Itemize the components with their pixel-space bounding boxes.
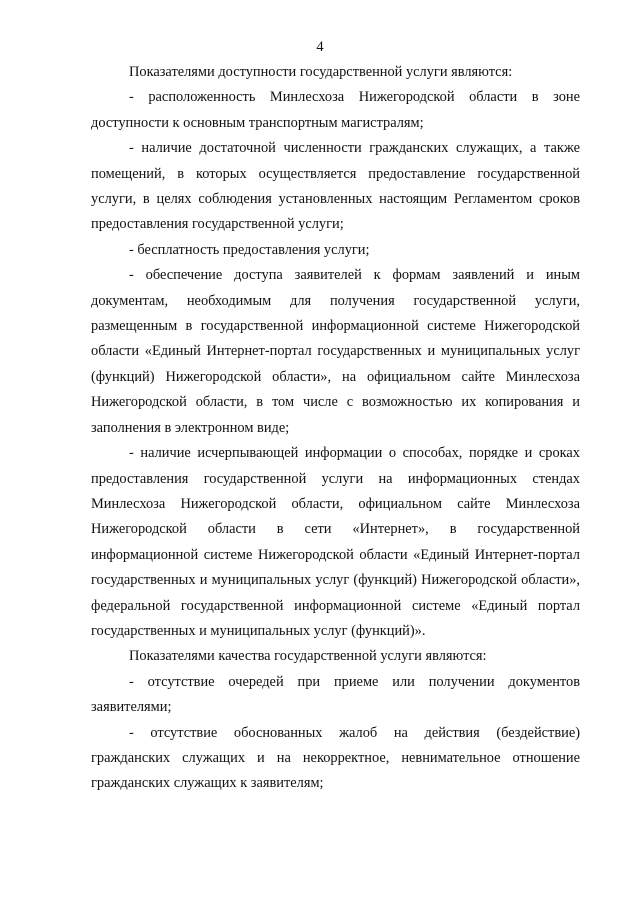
paragraph-free-of-charge: - бесплатность предоставления услуги; xyxy=(129,241,370,258)
paragraph-forms-access: - обеспечение доступа заявителей к формам заявлений и иным документам, необходимым для получения государственной услуги, размещенным в государственной информационной системе Нижегородской области «Единый Интернет-портал государственных и муниципальных услуг (функций) Нижегородской области», на официальном сайте Минлесхоза Нижегородской области, в том числе с возможностью их копирования и заполнения в электронном виде; xyxy=(91,267,580,436)
paragraph-information-availability: - наличие исчерпывающей информации о способах, порядке и сроках предоставления государственной услуги на информационных стендах Минлесхоза Нижегородской области, официальном сайте Минлесхоза Нижегородской области в сети «Интернет», в государственной информационной системе Нижегородской области «Единый Интернет-портал государственных и муниципальных услуг (функций) Нижегородской области», федеральной государственной информационной системе «Единый портал государственных и муниципальных услуг (функций)». xyxy=(91,445,580,639)
paragraph-staff-premises: - наличие достаточной численности гражданских служащих, а также помещений, в которых осуществляется предоставление государственной услуги, в целях соблюдения установленных настоящим Регламентом сроков предоставления государственной услуги; xyxy=(91,140,580,233)
page-number: 4 xyxy=(316,39,324,55)
paragraph-accessibility-heading: Показателями доступности государственной услуги являются: xyxy=(129,64,513,80)
document-body xyxy=(91,60,580,797)
paragraph-no-complaints: - отсутствие обоснованных жалоб на действия (бездействие) гражданских служащих и на некорректное, невнимательное отношение гражданских служащих к заявителям; xyxy=(91,724,580,792)
paragraph-no-queues: - отсутствие очередей при приеме или получении документов заявителями; xyxy=(91,673,580,716)
paragraph-quality-heading: Показателями качества государственной услуги являются: xyxy=(129,648,487,665)
paragraph-location: - расположенность Минлесхоза Нижегородской области в зоне доступности к основным транспортным магистралям; xyxy=(91,89,580,131)
